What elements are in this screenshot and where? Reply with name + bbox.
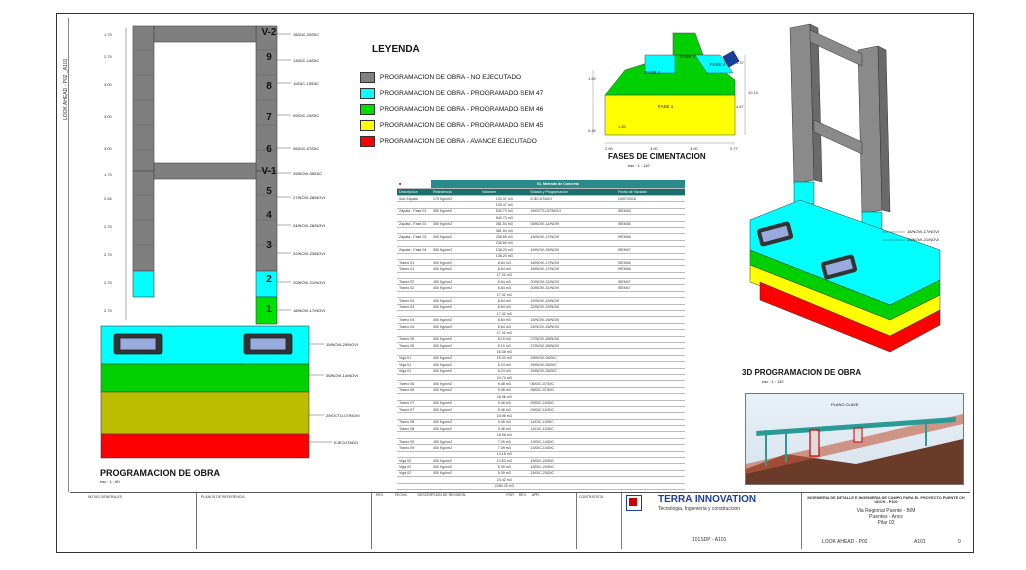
render-image-svg <box>746 394 963 484</box>
elev-dim: 2.65 <box>104 196 112 201</box>
table-cell: 400 Kg/cm2 <box>431 419 480 425</box>
table-cell: Tramo 05 <box>397 342 431 348</box>
title-block <box>70 492 970 549</box>
elev-callout: 20/NOVI-21/NOVI <box>293 280 326 285</box>
table-cell: Zapata - Fase 04 <box>397 247 431 253</box>
table-cell: Tramo 07 <box>397 400 431 406</box>
legend-label: PROGRAMACION DE OBRA - AVANCE EJECUTADO <box>380 138 537 145</box>
elev-callout: 18/NOVI-17/NOVI <box>293 308 326 313</box>
phase-2-green <box>673 33 703 55</box>
table-cell: 20/NOVI-21/NOVI <box>529 279 616 285</box>
table-cell: Viga 02 <box>397 464 431 470</box>
table-cell: 8.64 m3 <box>480 323 529 329</box>
table-cell: ISEM46 <box>616 221 685 227</box>
table-cell: 24/NOVI-26/NOVI <box>529 317 616 323</box>
legend-swatch <box>360 88 375 99</box>
table-cell: Tramo 01 <box>397 259 431 265</box>
cim-dim: 1.60 <box>588 76 596 81</box>
table-cell: 400 Kg/cm2 <box>431 304 480 310</box>
location-line: Pilar 02 <box>877 520 895 526</box>
table-cell <box>397 483 431 489</box>
top-beam <box>154 26 256 42</box>
table-cell: 17.32 m3 <box>480 311 529 317</box>
table-cell: 13/DIC-14/DIC <box>529 438 616 444</box>
table-cell: 27/NOVI-28/NOVI <box>529 336 616 342</box>
table-cell: 381.54 m3 <box>480 221 529 227</box>
table-cell: 136.20 m3 <box>480 247 529 253</box>
table-cell: 540.73 m3 <box>480 208 529 214</box>
table-cell: 193.47 m3 <box>480 196 529 202</box>
table-cell: 193.47 m3 <box>480 202 529 208</box>
cim-dim: 0.77 <box>730 146 738 151</box>
legend-swatch <box>360 136 375 147</box>
table-cell: 381.54 m3 <box>480 227 529 233</box>
table-header: Fecha de Vaciado <box>616 189 685 196</box>
legend-title: LEYENDA <box>372 44 420 55</box>
table-cell: 29/NOVI-05/DIC <box>529 368 616 374</box>
table-cell: 18.96 m3 <box>480 413 529 419</box>
cim-dim: 2.60 <box>605 146 613 151</box>
table-cell: 16.38 m3 <box>480 349 529 355</box>
tb-label: PLANOS DE REFERENCIA <box>201 495 245 499</box>
table-cell: 2280.25 m3 <box>480 483 529 489</box>
elevation-title: PROGRAMACION DE OBRA <box>100 468 221 478</box>
legend-label: PROGRAMACION DE OBRA - PROGRAMADO SEM 45 <box>380 122 544 129</box>
table-cell: 236.69 m3 <box>480 240 529 246</box>
level-label: 7 <box>266 112 272 123</box>
tb-label: REV. <box>376 493 384 497</box>
table-cell: 136.20 m3 <box>480 253 529 259</box>
sheet-name: LOOK AHEAD - P02 <box>822 539 868 545</box>
table-cell: 9.48 m3 <box>480 400 529 406</box>
project-line: INGENIERIA DE DETALLE E INGENIERIA DE CAMPO PARA EL PROYECTO PUENTE CH <box>807 496 965 500</box>
table-cell: 24.74 m3 <box>480 374 529 380</box>
table-cell: 15/DIC-20/DIC <box>529 458 616 464</box>
level-label: 8 <box>266 81 272 92</box>
foundation-scale: esc : 1 : 110 <box>628 163 650 168</box>
table-cell: 400 Kg/cm2 <box>431 470 480 476</box>
table-header: Volumen <box>480 189 529 196</box>
table-cell: 09/DIC-10/DIC <box>529 400 616 406</box>
table-cell: 13.63 m3 <box>480 458 529 464</box>
tb-project <box>801 493 970 549</box>
elev-callout: EJECUTADO <box>334 440 358 445</box>
table-row <box>397 483 685 489</box>
table-cell: Tramo 09 <box>397 445 431 451</box>
table-cell: 9.48 m3 <box>480 387 529 393</box>
table-cell: 27/NOVI-28/NOVI <box>529 342 616 348</box>
concrete-table <box>397 180 685 490</box>
table-cell: 400 Kg/cm2 <box>431 266 480 272</box>
table-cell: 400 Kg/cm2 <box>431 381 480 387</box>
table-cell: 5.24 m3 <box>480 368 529 374</box>
table-cell: 9.48 m3 <box>480 381 529 387</box>
table-cell: Viga 01 <box>397 362 431 368</box>
legend-label: PROGRAMACION DE OBRA - PROGRAMADO SEM 46 <box>380 106 544 113</box>
elev-dim: 3.00 <box>104 114 112 119</box>
revision: 0 <box>958 539 961 545</box>
table-cell: 7.09 m3 <box>480 445 529 451</box>
cim-dim: 1.37 <box>736 60 744 65</box>
table-cell: ISEM47 <box>616 279 685 285</box>
elev-callout: 29/OCTU-07/NOVI <box>326 413 360 418</box>
company-logo-mark <box>629 498 637 506</box>
table-cell: 400 Kg/cm2 <box>431 445 480 451</box>
phase-yellow-base <box>605 95 735 135</box>
table-cell: Tramo 02 <box>397 285 431 291</box>
table-cell: 400 Kg/cm2 <box>431 362 480 368</box>
3d-callout: 18/NOVI-17/NOVI <box>907 229 940 234</box>
table-cell: 400 Kg/cm2 <box>431 406 480 412</box>
render-image <box>745 393 964 485</box>
table-cell: 8.64 m3 <box>480 317 529 323</box>
elev-dim: 3.00 <box>104 82 112 87</box>
table-cell: 7.09 m3 <box>480 438 529 444</box>
table-cell: 400 Kg/cm2 <box>431 336 480 342</box>
table-cell: 9.48 m3 <box>480 406 529 412</box>
level-label: 2 <box>266 274 272 285</box>
legend-swatch <box>360 120 375 131</box>
elev-callout: 09/DIC-10/DIC <box>293 113 320 118</box>
table-cell: 5.39 m3 <box>480 464 529 470</box>
elev-callout: 06/DIC-07/DIC <box>293 146 320 151</box>
table-cell: 540.73 m3 <box>480 215 529 221</box>
table-cell: Tramo 05 <box>397 336 431 342</box>
tb-notes <box>70 493 150 549</box>
table-cell: Tramo 06 <box>397 387 431 393</box>
level-label: 5 <box>266 186 272 197</box>
tb-company <box>621 493 801 549</box>
legend-label: PROGRAMACION DE OBRA - NO EJECUTADO <box>380 74 522 81</box>
phase-label: FASE 2 <box>680 54 696 59</box>
tb-label: POR <box>506 493 514 497</box>
table-cell: 18.96 m3 <box>480 432 529 438</box>
tb-label: APR. <box>531 493 540 497</box>
table-cell: 15.03 m3 <box>480 355 529 361</box>
table-cell: 09/DIC-10/DIC <box>529 406 616 412</box>
table-cell: 8.64 m3 <box>480 304 529 310</box>
phase-label: FASE 4 <box>710 62 726 67</box>
table-header: Resistencia <box>431 189 480 196</box>
table-cell: Tramo 01 <box>397 266 431 272</box>
tb-contractor <box>576 493 621 549</box>
tb-revisions <box>371 493 576 549</box>
table-cell: Zapata - Fase 03 <box>397 234 431 240</box>
table-cell: 400 Kg/cm2 <box>431 387 480 393</box>
table-cell: 8.64 m3 <box>480 279 529 285</box>
table-cell: 17.32 m3 <box>480 272 529 278</box>
table-header: Estado y Programacion <box>529 189 616 196</box>
phase-label: FASE 3 <box>645 70 661 75</box>
table-cell: 05/NOVI-14/NOVI <box>529 221 616 227</box>
table-cell: 17.32 m3 <box>480 291 529 297</box>
table-cell: 15/NOVI-25/NOVI <box>529 247 616 253</box>
table-cell: 400 Kg/cm2 <box>431 317 480 323</box>
elev-dim: 2.75 <box>104 54 112 59</box>
mid-beam <box>154 163 256 179</box>
table-cell: 400 Kg/cm2 <box>431 400 480 406</box>
cim-dim: 1.85 <box>618 124 626 129</box>
table-header-row <box>397 189 685 196</box>
table-cell: ISEM47 <box>616 285 685 291</box>
level-label: 6 <box>266 144 272 155</box>
table-cell: 400 Kg/cm2 <box>431 368 480 374</box>
table-cell: 350 Kg/cm2 <box>431 247 480 253</box>
table-cell <box>616 483 685 489</box>
table-cell: Viga 01 <box>397 355 431 361</box>
table-cell: 14.18 m3 <box>480 451 529 457</box>
project-line: UDCH - P100 <box>874 500 898 504</box>
level-label: 4 <box>266 210 272 221</box>
table-cell: Tramo 04 <box>397 323 431 329</box>
table-cell: 350 Kg/cm2 <box>431 221 480 227</box>
table-logo-cell: ■ <box>397 180 431 189</box>
table-cell: Viga 02 <box>397 470 431 476</box>
company-tagline: Tecnologia, Ingenieria y construccion <box>658 506 740 512</box>
company-logo <box>626 495 642 511</box>
table-cell: ISEM46 <box>616 259 685 265</box>
table-cell: Tramo 07 <box>397 406 431 412</box>
table-cell: 24/NOVI-26/NOVI <box>529 323 616 329</box>
table-cell: 16/NOVI-17/NOVI <box>529 266 616 272</box>
foundation-title: FASES DE CIMENTACION <box>608 152 706 161</box>
elev-dim: 2.75 <box>104 252 112 257</box>
table-cell: Tramo 03 <box>397 304 431 310</box>
table-cell: 06/DIC-07/DIC <box>529 387 616 393</box>
elev-callout: 29/NOVI-05/DIC <box>293 171 323 176</box>
cim-dim: 0.45 <box>588 128 596 133</box>
table-cell: ISEM46 <box>616 266 685 272</box>
table-cell: 8.64 m3 <box>480 298 529 304</box>
table-cell: Viga 01 <box>397 368 431 374</box>
table-cell: 400 Kg/cm2 <box>431 298 480 304</box>
elev-callout: 24/NOVI-26/NOVI <box>293 223 326 228</box>
3d-scale: esc : 1 : 110 <box>762 379 784 384</box>
table-cell <box>529 483 616 489</box>
table-cell: Tramo 08 <box>397 419 431 425</box>
table-cell: 400 Kg/cm2 <box>431 458 480 464</box>
sheet-code: A101 <box>914 539 926 545</box>
elevation-scale: esc : 1 : 60 <box>100 479 120 484</box>
legend-label: PROGRAMACION DE OBRA - PROGRAMADO SEM 47 <box>380 90 544 97</box>
table-cell: 400 Kg/cm2 <box>431 355 480 361</box>
elev-callout: 27/NOVI-28/NOVI <box>293 195 326 200</box>
elev-callout: 11/DIC-13/DIC <box>293 81 319 86</box>
level-label: 1 <box>266 304 272 315</box>
table-cell: Tramo 08 <box>397 426 431 432</box>
doc-code: 101SDP - A101 <box>692 537 727 543</box>
table-cell: 350 Kg/cm2 <box>431 234 480 240</box>
footing-phase-green <box>101 364 309 392</box>
left-column-mid <box>133 171 154 271</box>
level-label: 3 <box>266 240 272 251</box>
table-cell: 15/DIC-20/DIC <box>529 470 616 476</box>
table-cell: 400 Kg/cm2 <box>431 285 480 291</box>
location-line: Puentes - Ancs <box>869 514 903 520</box>
table-cell: 9.48 m3 <box>480 419 529 425</box>
elev-dim: 1.75 <box>104 32 112 37</box>
bearing-left <box>114 334 162 354</box>
table-cell: 29/NOVI-05/DIC <box>529 355 616 361</box>
side-strip <box>60 18 69 492</box>
table-cell: 16/NOVI-17/NOVI <box>529 259 616 265</box>
table-cell: 400 Kg/cm2 <box>431 464 480 470</box>
left-column <box>133 26 154 271</box>
table-cell: 15/NOVI-17/NOVI <box>529 234 616 240</box>
level-label: 9 <box>266 52 272 63</box>
3d-callout: 20/NOVI-21/NOVI <box>907 237 940 242</box>
table-title: 01. Metrado de Concreto <box>431 180 685 189</box>
table-cell: 8.19 m3 <box>480 342 529 348</box>
tb-label: REV. <box>518 493 527 497</box>
elev-callout: 05/NOVI-14/NOVI <box>326 373 359 378</box>
table-cell: 29/NOVI-05/DIC <box>529 362 616 368</box>
table-cell: 175 Kg/cm2 <box>431 196 480 202</box>
table-cell: 8.64 m3 <box>480 266 529 272</box>
render-label: PLANO CLAVE <box>831 402 859 407</box>
cim-dim: 3.00 <box>690 146 698 151</box>
tb-label: FECHA <box>394 493 407 497</box>
3d-view-drawing <box>740 20 960 360</box>
table-cell: Tramo 03 <box>397 298 431 304</box>
left-column-cyan <box>133 271 154 297</box>
table-cell: 22/NOVI-23/NOVI <box>529 298 616 304</box>
tb-label: DESCRIPCION DE REVISION <box>417 493 466 497</box>
elev-callout: 15/NOVI-25/NOVI <box>326 342 359 347</box>
table-cell: 20/NOVI-21/NOVI <box>529 285 616 291</box>
table-cell: 06/DIC-07/DIC <box>529 381 616 387</box>
table-cell: Tramo 09 <box>397 438 431 444</box>
table-cell <box>431 483 480 489</box>
cim-dim: 10.10 <box>748 90 759 95</box>
cim-dim: 3.00 <box>650 146 658 151</box>
table-cell: 9.48 m3 <box>480 426 529 432</box>
table-cell: 17.32 m3 <box>480 330 529 336</box>
company-name: TERRA INNOVATION <box>658 494 757 505</box>
elev-dim: 3.00 <box>104 146 112 151</box>
table-cell: ISEM45 <box>616 208 685 214</box>
table-cell: ISEM47 <box>616 247 685 253</box>
table-cell: ISEM46 <box>616 234 685 240</box>
elev-dim: 1.75 <box>104 172 112 177</box>
bearing-right <box>244 334 292 354</box>
foundation-phases-drawing <box>585 25 760 155</box>
table-cell: Tramo 06 <box>397 381 431 387</box>
footing-phase-yellow <box>101 392 309 434</box>
table-cell: EJECUTADO <box>529 196 616 202</box>
table-cell: Sub Zapata <box>397 196 431 202</box>
3d-title: 3D PROGRAMACION DE OBRA <box>742 368 862 377</box>
table-cell: 10/07/2018 <box>616 196 685 202</box>
table-cell: Tramo 04 <box>397 317 431 323</box>
table-cell: 400 Kg/cm2 <box>431 342 480 348</box>
table-cell: Viga 02 <box>397 458 431 464</box>
table-cell: 400 Kg/cm2 <box>431 279 480 285</box>
table-cell: Zapata - Fase 02 <box>397 221 431 227</box>
elev-dim: 2.75 <box>104 224 112 229</box>
tb-references <box>196 493 371 549</box>
table-cell: 5.39 m3 <box>480 470 529 476</box>
table-cell: 400 Kg/cm2 <box>431 426 480 432</box>
table-header: Descripcion <box>397 189 431 196</box>
table-cell: 11/DIC-13/DIC <box>529 426 616 432</box>
table-cell: 350 Kg/cm2 <box>431 208 480 214</box>
table-cell: 22/NOVI-23/NOVI <box>529 304 616 310</box>
table-cell: 8.64 m3 <box>480 259 529 265</box>
table-cell: 13/DIC-14/DIC <box>529 445 616 451</box>
table-cell: 400 Kg/cm2 <box>431 259 480 265</box>
elev-dim: 2.75 <box>104 308 112 313</box>
table-title-row <box>397 180 685 189</box>
phase-label: FASE 1 <box>658 104 674 109</box>
table-cell: 24.42 m3 <box>480 477 529 483</box>
table-cell: 400 Kg/cm2 <box>431 323 480 329</box>
location-line: Via Regional Puente - B/M <box>856 508 916 514</box>
table-cell: 11/DIC-13/DIC <box>529 419 616 425</box>
legend-swatch <box>360 72 375 83</box>
sheet-side-label: LOOK AHEAD - P02 _A101 <box>63 58 69 120</box>
table-cell: Tramo 02 <box>397 279 431 285</box>
level-label: V-1 <box>261 166 277 177</box>
table-cell: Zapata - Fase 01 <box>397 208 431 214</box>
table-cell: 8.19 m3 <box>480 336 529 342</box>
elev-callout: 22/NOVI-23/NOVI <box>293 251 326 256</box>
tb-label: NOTAS GENERALES <box>88 495 123 499</box>
footing-phase-red <box>101 434 309 458</box>
table-cell: 236.69 m3 <box>480 234 529 240</box>
elev-dim: 2.75 <box>104 280 112 285</box>
left-column-upper <box>133 26 154 171</box>
tb-label: CONTRATISTA <box>579 495 604 499</box>
table-cell: 18.96 m3 <box>480 394 529 400</box>
elev-callout: 15/DIC-20/DIC <box>293 32 320 37</box>
legend-swatch <box>360 104 375 115</box>
table-cell: 29/OCTU-07/NOVI <box>529 208 616 214</box>
elev-callout: 13/DIC-14/DIC <box>293 58 320 63</box>
table-cell: 5.24 m3 <box>480 362 529 368</box>
table-cell: 15/DIC-20/DIC <box>529 464 616 470</box>
level-label: V-2 <box>261 27 277 38</box>
cim-dim: 4.67 <box>736 104 744 109</box>
table-cell: 8.64 m3 <box>480 285 529 291</box>
table-cell: 400 Kg/cm2 <box>431 438 480 444</box>
render-pier-highlight <box>810 430 819 456</box>
